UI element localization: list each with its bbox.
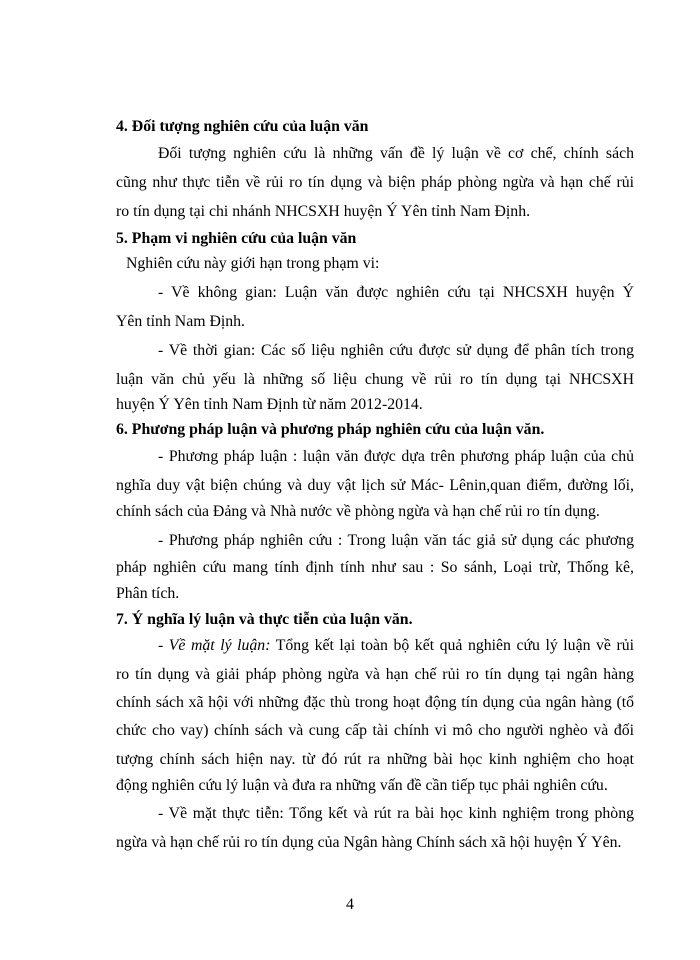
paragraph-line: - Về không gian: Luận văn được nghiên cứu tại NHCSXH huyện Ý [158,284,634,301]
page-number: 4 [346,896,354,913]
paragraph-line: chính sách của Đảng và Nhà nước về phòng ngừa và hạn chế rủi ro tín dụng. [116,503,600,520]
paragraph-line: pháp nghiên cứu mang tính định tính như sau : So sánh, Loại trừ, Thống kê, [116,559,634,576]
paragraph-line: Yên tỉnh Nam Định. [116,313,245,330]
paragraph-line: chính sách xã hội với những đặc thù trong hoạt động tín dụng của ngân hàng (tổ [116,694,634,711]
paragraph-line: cũng như thực tiễn về rủi ro tín dụng và biện pháp phòng ngừa và hạn chế rủi [116,174,634,191]
paragraph-line: chức cho vay) chính sách và cung cấp tài chính vi mô cho người nghèo và đối [116,722,634,739]
section-7-heading: 7. Ý nghĩa lý luận và thực tiễn của luận văn. [116,611,413,628]
lead-rest: Tổng kết lại toàn bộ kết quả nghiên cứu lý luận về rủi [270,637,634,654]
paragraph-line: tượng chính sách hiện nay. từ đó rút ra những bài học kinh nghiệm cho hoạt [116,751,634,768]
section-5-heading: 5. Phạm vi nghiên cứu của luận văn [116,230,357,247]
paragraph-line: luận văn chủ yếu là những số liệu chung về rủi ro tín dụng tại NHCSXH [116,371,634,388]
section-4-heading: 4. Đối tượng nghiên cứu của luận văn [116,118,369,135]
paragraph-line: ro tín dụng tại chi nhánh NHCSXH huyện Ý Yên tỉnh Nam Định. [116,203,531,220]
paragraph-line: ngừa và hạn chế rủi ro tín dụng của Ngân hàng Chính sách xã hội huyện Ý Yên. [116,834,622,851]
paragraph-line: - Phương pháp nghiên cứu : Trong luận văn tác giả sử dụng các phương [158,532,634,549]
paragraph-line: - Về mặt thực tiễn: Tổng kết và rút ra bài học kinh nghiệm trong phòng [158,805,634,822]
paragraph-line: ro tín dụng và giải pháp phòng ngừa và hạn chế rủi ro tín dụng tại ngân hàng [116,666,634,683]
paragraph-line: Đối tượng nghiên cứu là những vấn đề lý luận về cơ chế, chính sách [158,145,634,162]
paragraph-line [158,635,634,657]
paragraph-line: Nghiên cứu này giới hạn trong phạm vi: [126,255,380,272]
section-6-heading: 6. Phương pháp luận và phương pháp nghiên cứu của luận văn. [116,421,545,438]
paragraph-line: - Về thời gian: Các số liệu nghiên cứu được sử dụng để phân tích trong [158,342,634,359]
paragraph-line: - Phương pháp luận : luận văn được dựa trên phương pháp luận của chủ [158,448,634,465]
paragraph-line: động nghiên cứu lý luận và đưa ra những vấn đề cần tiếp tục phải nghiên cứu. [116,777,608,794]
paragraph-line: Phân tích. [116,585,180,602]
italic-lead: - Về mặt lý luận: [158,637,271,654]
paragraph-line: nghĩa duy vật biện chúng và duy vật lịch sử Mác- Lênin,quan điểm, đường lối, [116,477,634,494]
paragraph-line: huyện Ý Yên tỉnh Nam Định từ năm 2012-2014. [116,396,423,413]
